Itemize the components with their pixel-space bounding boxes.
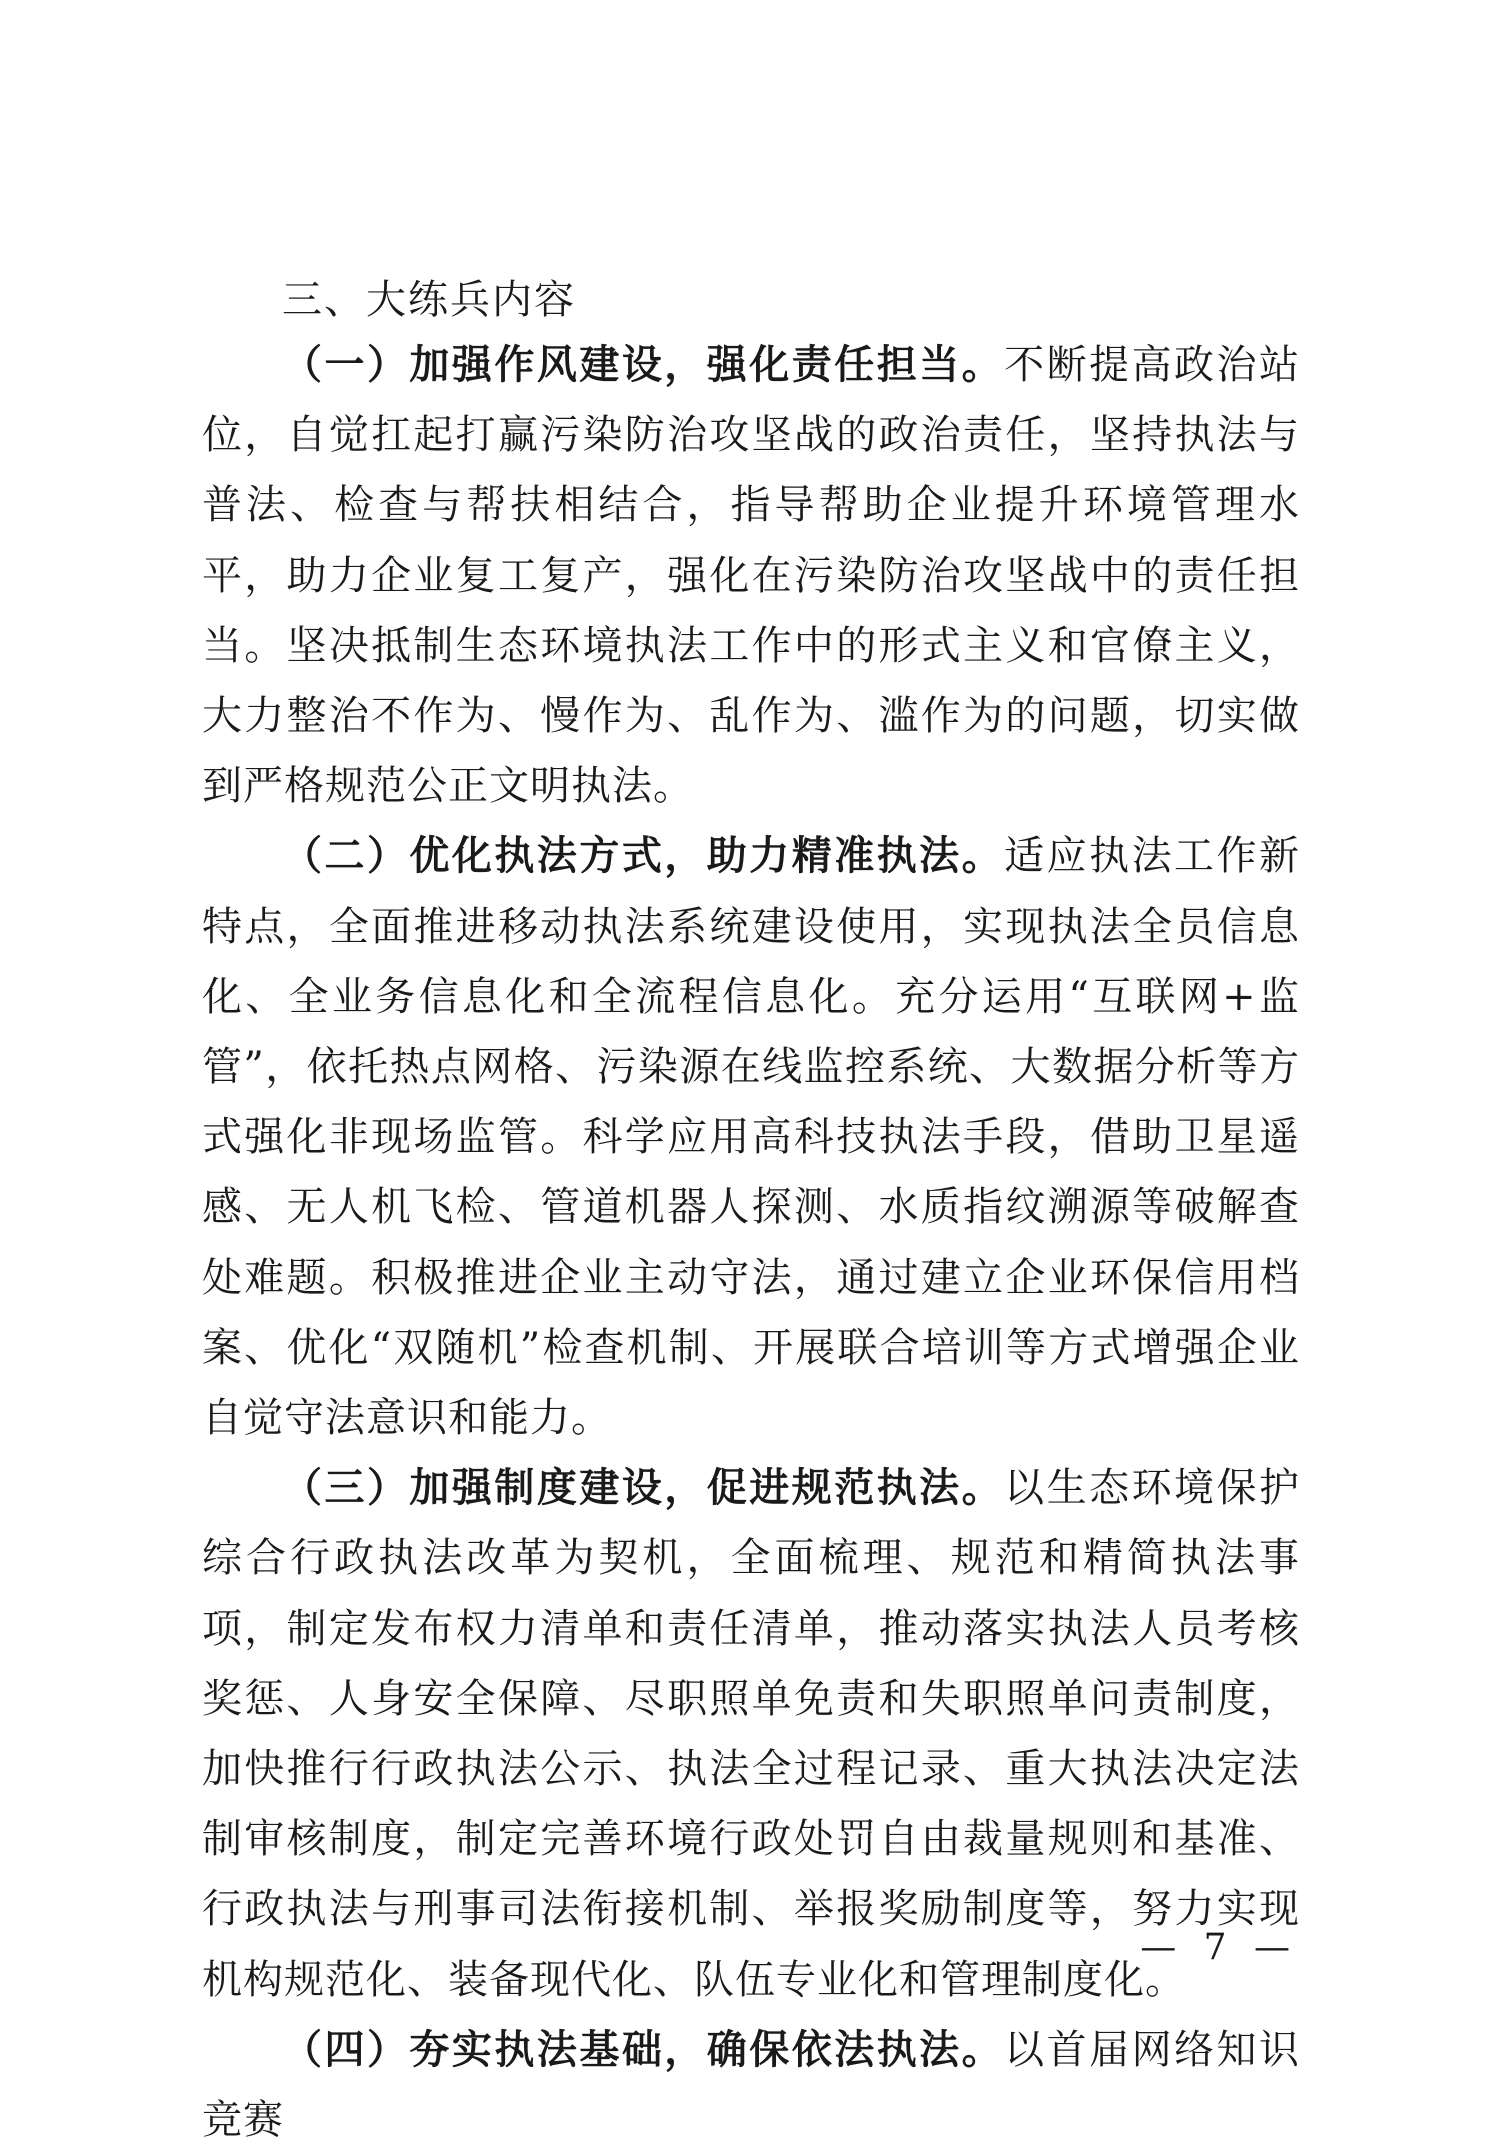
section-heading: 三、大练兵内容 [282, 277, 576, 323]
paragraph-3 [202, 1453, 1300, 2015]
paragraph-4-text: 以首届网络知识竞赛 [202, 2026, 1301, 2144]
paragraph-2-lead: （二）优化执法方式，助力精准执法。 [282, 833, 1005, 880]
paragraph-4 [202, 2015, 1300, 2155]
paragraph-1 [202, 330, 1300, 821]
paragraph-4-lead: （四）夯实执法基础，确保依法执法。 [282, 2026, 1005, 2073]
page-number: — 7 — [1140, 1927, 1298, 1968]
paragraph-3-lead: （三）加强制度建设，促进规范执法。 [282, 1465, 1005, 1512]
paragraph-2 [202, 821, 1300, 1453]
body-text [202, 330, 1300, 2155]
paragraph-2-text: 适应执法工作新特点，全面推进移动执法系统建设使用，实现执法全员信息化、全业务信息化和全流程信息化。充分运用“互联网+监管”，依托热点网格、污染源在线监控系统、大数据分析等方式强化非现场监管。科学应用高科技执法手段，借助卫星遥感、无人机飞检、管道机器人探测、水质指纹溯源等破解查处难题。积极推进企业主动守法，通过建立企业环保信用档案、优化“双随机”检查机制、开展联合培训等方式增强企业自觉守法意识和能力。 [202, 833, 1301, 1442]
paragraph-1-text: 不断提高政治站位，自觉扛起打赢污染防治攻坚战的政治责任，坚持执法与普法、检查与帮扶相结合，指导帮助企业提升环境管理水平，助力企业复工复产，强化在污染防治攻坚战中的责任担当。坚决抵制生态环境执法工作中的形式主义和官僚主义，大力整治不作为、慢作为、乱作为、滥作为的问题，切实做到严格规范公正文明执法。 [202, 342, 1301, 810]
paragraph-3-text: 以生态环境保护综合行政执法改革为契机，全面梳理、规范和精简执法事项，制定发布权力清单和责任清单，推动落实执法人员考核奖惩、人身安全保障、尽职照单免责和失职照单问责制度，加快推行行政执法公示、执法全过程记录、重大执法决定法制审核制度，制定完善环境行政处罚自由裁量规则和基准、行政执法与刑事司法衔接机制、举报奖励制度等，努力实现机构规范化、装备现代化、队伍专业化和管理制度化。 [202, 1465, 1301, 2003]
paragraph-1-lead: （一）加强作风建设，强化责任担当。 [282, 342, 1005, 388]
